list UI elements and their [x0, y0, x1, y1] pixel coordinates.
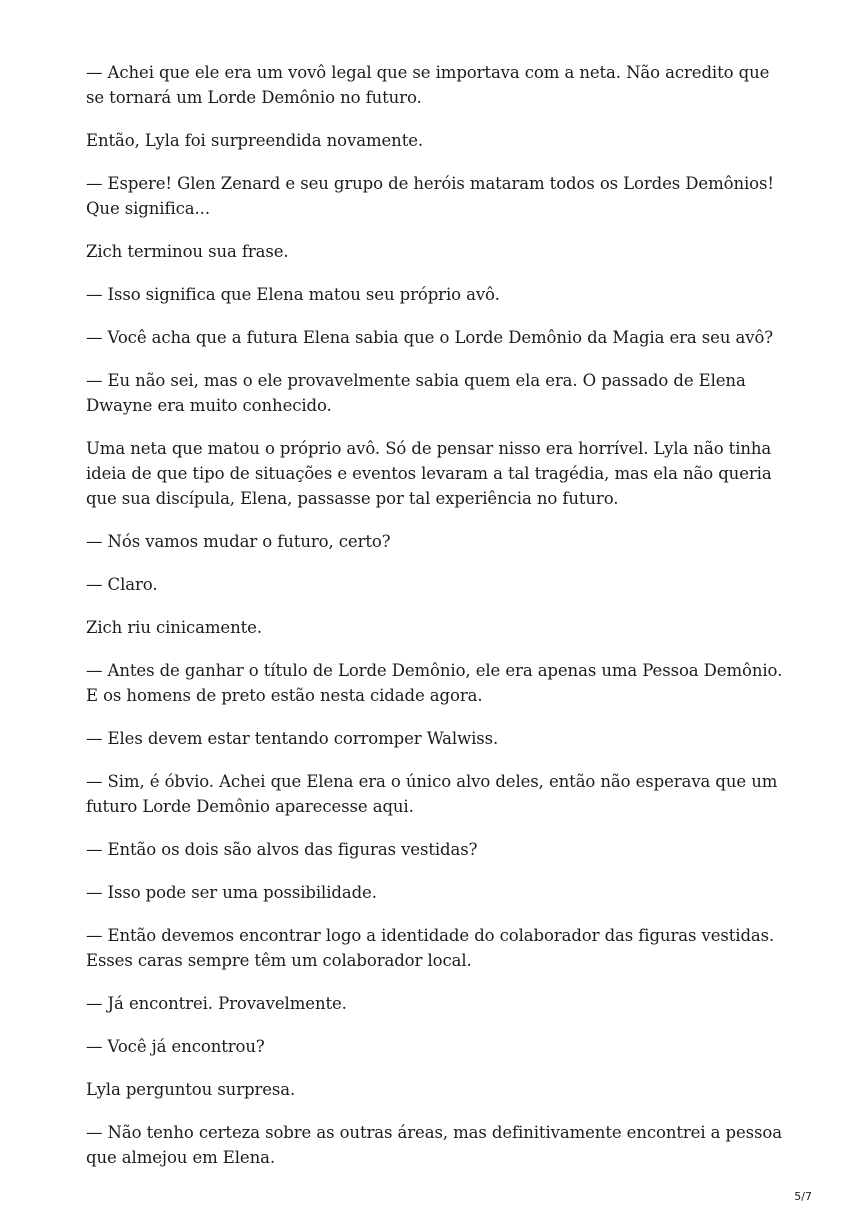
paragraph: — Então devemos encontrar logo a identidade do colaborador das figuras vestidas. Esses caras sempre têm um colaborador local. — [86, 926, 775, 970]
paragraph: — Você já encontrou? — [86, 1037, 265, 1056]
paragraph: Uma neta que matou o próprio avô. Só de pensar nisso era horrível. Lyla não tinha ideia de que tipo de situações e eventos levaram a tal tragédia, mas ela não queria que sua discípula, Elena, passasse por tal experiência no futuro. — [86, 439, 772, 508]
paragraph: — Isso pode ser uma possibilidade. — [86, 883, 377, 902]
page-number: 5/7 — [794, 1190, 812, 1203]
paragraph: — Nós vamos mudar o futuro, certo? — [86, 532, 391, 551]
paragraph: Zich terminou sua frase. — [86, 242, 289, 261]
paragraph: — Você acha que a futura Elena sabia que o Lorde Demônio da Magia era seu avô? — [86, 328, 774, 347]
page-content — [86, 60, 786, 1188]
paragraph: Lyla perguntou surpresa. — [86, 1080, 296, 1099]
paragraph: — Não tenho certeza sobre as outras áreas, mas definitivamente encontrei a pessoa que almejou em Elena. — [86, 1123, 782, 1167]
paragraph: — Claro. — [86, 575, 158, 594]
paragraph: Então, Lyla foi surpreendida novamente. — [86, 131, 424, 150]
paragraph: — Espere! Glen Zenard e seu grupo de heróis mataram todos os Lordes Demônios! Que significa... — [86, 174, 774, 218]
paragraph: Zich riu cinicamente. — [86, 618, 262, 637]
paragraph: — Achei que ele era um vovô legal que se importava com a neta. Não acredito que se tornará um Lorde Demônio no futuro. — [86, 63, 770, 107]
paragraph: — Eles devem estar tentando corromper Walwiss. — [86, 729, 499, 748]
paragraph: — Eu não sei, mas o ele provavelmente sabia quem ela era. O passado de Elena Dwayne era muito conhecido. — [86, 371, 746, 415]
paragraph: — Antes de ganhar o título de Lorde Demônio, ele era apenas uma Pessoa Demônio. E os homens de preto estão nesta cidade agora. — [86, 661, 783, 705]
paragraph: — Então os dois são alvos das figuras vestidas? — [86, 840, 478, 859]
paragraph: — Isso significa que Elena matou seu próprio avô. — [86, 285, 500, 304]
paragraph: — Já encontrei. Provavelmente. — [86, 994, 347, 1013]
paragraph: — Sim, é óbvio. Achei que Elena era o único alvo deles, então não esperava que um futuro Lorde Demônio aparecesse aqui. — [86, 772, 778, 816]
